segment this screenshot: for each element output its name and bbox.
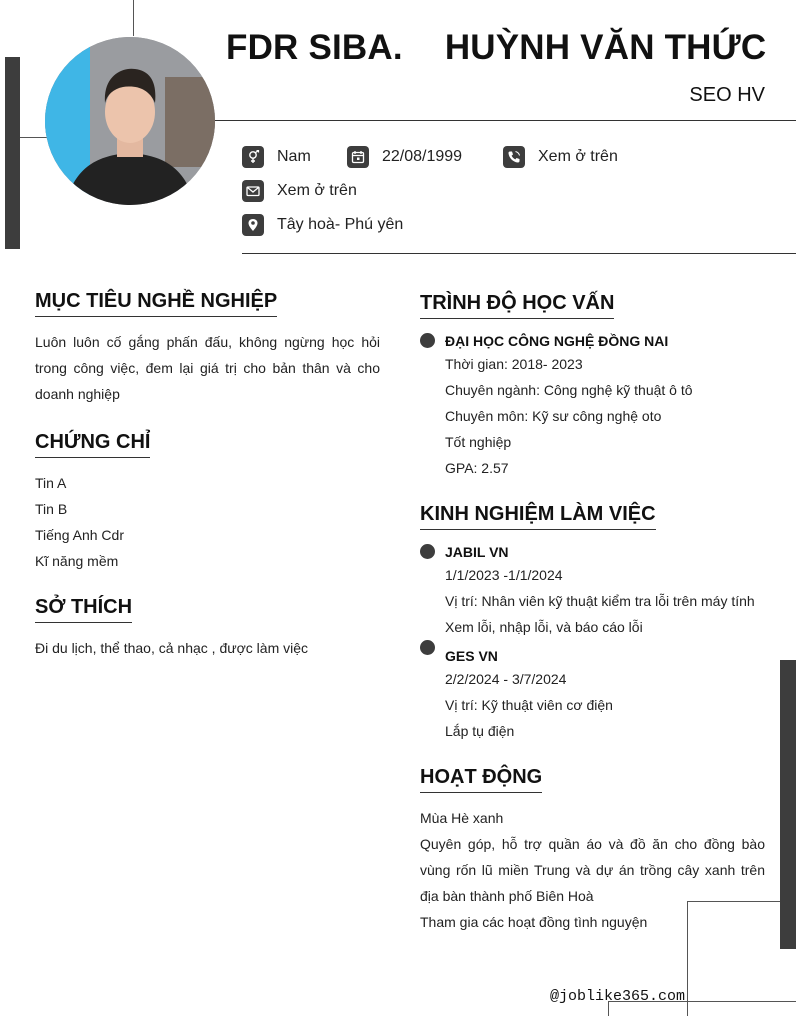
company-name: JABIL VN: [445, 544, 509, 560]
bullet-icon: [420, 544, 435, 559]
bullet-icon: [420, 640, 435, 655]
email-row: [242, 180, 357, 202]
right-column: [420, 292, 765, 935]
address-row: [242, 214, 403, 236]
hobbies-title: SỞ THÍCH: [35, 596, 132, 623]
avatar-divider-line: [20, 137, 48, 138]
certificate-item: Tiếng Anh Cdr: [35, 527, 124, 543]
job-line: Lắp tụ điện: [445, 723, 515, 739]
gender-icon: [242, 146, 264, 168]
activity-line: Quyên góp, hỗ trợ quần áo và đồ ăn cho đồng bào vùng rốn lũ miền Trung và dự án trồng cây xanh trên địa bàn thành phố Biên Hoà: [420, 836, 765, 904]
certificate-item: Tin B: [35, 501, 68, 517]
education-line: Tốt nghiệp: [445, 434, 512, 450]
address-value: Tây hoà- Phú yên: [277, 216, 404, 233]
activity-line: Mùa Hè xanh: [420, 810, 504, 826]
avatar: [45, 37, 215, 205]
certificate-item: Kĩ năng mềm: [35, 553, 119, 569]
job-line: Vị trí: Kỹ thuật viên cơ điện: [445, 697, 613, 713]
education-entry: [420, 331, 765, 481]
education-line: Chuyên môn: Kỹ sư công nghệ oto: [445, 408, 662, 424]
name-prefix: FDR SIBA.: [226, 28, 403, 67]
hobbies-text: Đi du lịch, thể thao, cả nhạc , được làm việc: [35, 640, 309, 656]
job-entry: [420, 646, 765, 744]
top-divider-line: [133, 0, 134, 36]
objective-title: MỤC TIÊU NGHỀ NGHIỆP: [35, 290, 277, 317]
activities-section: [420, 766, 765, 935]
certificates-title: CHỨNG CHỈ: [35, 431, 150, 458]
contact-divider: [242, 253, 796, 254]
watermark-text: @joblike365.com: [550, 988, 686, 1005]
objective-text: Luôn luôn cố gắng phấn đấu, không ngừng học hỏi trong công việc, đem lại giá trị cho bản thân và cho doanh nghiệp: [35, 334, 380, 402]
experience-section: [420, 503, 765, 744]
calendar-icon: [347, 146, 369, 168]
education-title: TRÌNH ĐỘ HỌC VẤN: [420, 292, 614, 319]
job-title: SEO HV: [689, 84, 765, 106]
candidate-name: [226, 28, 766, 68]
header-divider: [215, 120, 796, 121]
job-line: Xem lỗi, nhập lỗi, và báo cáo lỗi: [445, 619, 643, 635]
education-line: GPA: 2.57: [445, 460, 509, 476]
activities-title: HOẠT ĐỘNG: [420, 766, 542, 793]
company-name: GES VN: [445, 648, 498, 664]
objective-section: [35, 290, 380, 407]
right-accent-bar: [780, 660, 796, 949]
school-name: ĐẠI HỌC CÔNG NGHỆ ĐỒNG NAI: [445, 333, 669, 349]
phone-value: Xem ở trên: [538, 148, 618, 165]
email-value: Xem ở trên: [277, 182, 357, 199]
job-entry: [420, 542, 765, 640]
phone-icon: [503, 146, 525, 168]
education-section: [420, 292, 765, 481]
education-line: Thời gian: 2018- 2023: [445, 356, 583, 372]
hobbies-section: [35, 596, 380, 661]
certificates-section: [35, 431, 380, 574]
job-line: 1/1/2023 -1/1/2024: [445, 567, 563, 583]
activity-line: Tham gia các hoạt đồng tình nguyện: [420, 914, 648, 930]
job-line: Vị trí: Nhân viên kỹ thuật kiểm tra lỗi trên máy tính: [445, 593, 755, 609]
avatar-photo: [45, 37, 215, 205]
gender-value: Nam: [277, 148, 311, 165]
job-line: 2/2/2024 - 3/7/2024: [445, 671, 567, 687]
envelope-icon: [242, 180, 264, 202]
education-line: Chuyên ngành: Công nghệ kỹ thuật ô tô: [445, 382, 693, 398]
left-accent-bar: [5, 57, 20, 249]
certificate-item: Tin A: [35, 475, 67, 491]
birthday-value: 22/08/1999: [382, 148, 463, 165]
full-name: HUỲNH VĂN THỨC: [444, 28, 767, 67]
left-column: [35, 290, 380, 661]
experience-title: KINH NGHIỆM LÀM VIỆC: [420, 503, 656, 530]
bullet-icon: [420, 333, 435, 348]
gender-row: [242, 146, 311, 168]
location-pin-icon: [242, 214, 264, 236]
phone-row: [503, 146, 618, 168]
birthday-row: [347, 146, 462, 168]
